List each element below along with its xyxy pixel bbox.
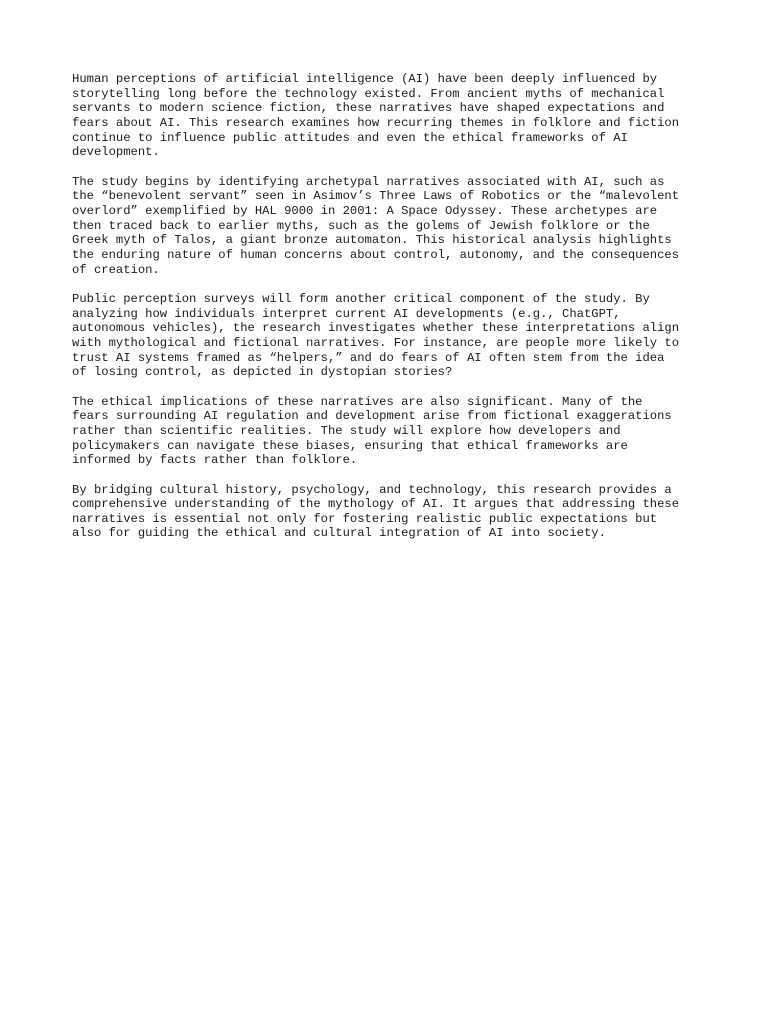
paragraph-archetypes: The study begins by identifying archetypal narratives associated with AI, such as the “benevolent servant” seen in Asimov’s Three Laws of Robotics or the “malevolent overlord” exemplified by HAL 9000 in 2001: A Space Odyssey. These archetypes are then traced back to earlier myths, such as the golems of Jewish folklore or the Greek myth of Talos, a giant bronze automaton. This historical analysis highlights the enduring nature of human concerns about control, autonomy, and the consequences of creation. <box>72 174 680 277</box>
paragraph-ethics: The ethical implications of these narratives are also significant. Many of the fears surrounding AI regulation and development arise from fictional exaggerations rather than scientific realities. The study will explore how developers and policymakers can navigate these biases, ensuring that ethical frameworks are informed by facts rather than folklore. <box>72 394 672 468</box>
paragraph-intro: Human perceptions of artificial intelligence (AI) have been deeply influenced by storytelling long before the technology existed. From ancient myths of mechanical servants to modern science fiction, these narratives have shaped expectations and fears about AI. This research examines how recurring themes in folklore and fiction continue to influence public attitudes and even the ethical frameworks of AI development. <box>72 72 680 160</box>
paragraph-conclusion: By bridging cultural history, psychology, and technology, this research provides a comprehensive understanding of the mythology of AI. It argues that addressing these narratives is essential not only for fostering realistic public expectations but also for guiding the ethical and cultural integration of AI into society. <box>72 482 680 541</box>
document-body <box>72 72 702 556</box>
paragraph-surveys: Public perception surveys will form another critical component of the study. By analyzing how individuals interpret current AI developments (e.g., ChatGPT, autonomous vehicles), the research investigates whether these interpretations align with mythological and fictional narratives. For instance, are people more likely to trust AI systems framed as “helpers,” and do fears of AI often stem from the idea of losing control, as depicted in dystopian stories? <box>72 291 680 380</box>
